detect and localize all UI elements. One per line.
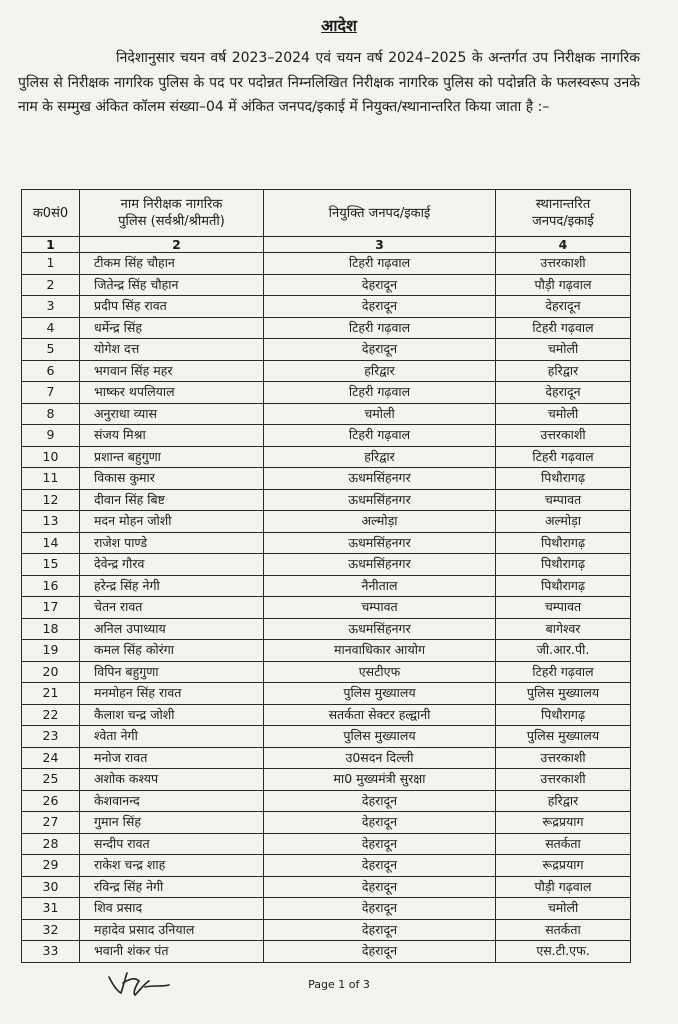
cell-name: भवानी शंकर पंत	[80, 941, 264, 963]
header-name	[80, 190, 264, 237]
cell-posting: टिहरी गढ़वाल	[264, 382, 496, 404]
cell-posting: पुलिस मुख्यालय	[264, 683, 496, 705]
cell-name: रविन्द्र सिंह नेगी	[80, 876, 264, 898]
cell-name: धर्मेन्द्र सिंह	[80, 317, 264, 339]
order-heading-text: आदेश	[321, 16, 357, 35]
cell-name: प्रदीप सिंह रावत	[80, 296, 264, 318]
cell-name: श्वेता नेगी	[80, 726, 264, 748]
cell-sno: 32	[22, 919, 80, 941]
cell-sno: 19	[22, 640, 80, 662]
column-number: 1	[22, 237, 80, 253]
cell-name: मनमोहन सिंह रावत	[80, 683, 264, 705]
cell-transfer: बागेश्वर	[496, 618, 631, 640]
cell-sno: 8	[22, 403, 80, 425]
cell-name: सन्दीप रावत	[80, 833, 264, 855]
cell-name: अशोक कश्यप	[80, 769, 264, 791]
table-row	[22, 618, 631, 640]
cell-sno: 31	[22, 898, 80, 920]
cell-transfer: हरिद्वार	[496, 360, 631, 382]
cell-transfer: चमोली	[496, 898, 631, 920]
cell-posting: मानवाधिकार आयोग	[264, 640, 496, 662]
cell-sno: 4	[22, 317, 80, 339]
cell-name: देवेन्द्र गौरव	[80, 554, 264, 576]
cell-sno: 2	[22, 274, 80, 296]
cell-transfer: चम्पावत	[496, 489, 631, 511]
header-name-line2: पुलिस (सर्वश्री/श्रीमती)	[118, 214, 225, 229]
cell-transfer: पौड़ी गढ़वाल	[496, 876, 631, 898]
cell-posting: देहरादून	[264, 941, 496, 963]
table-row	[22, 726, 631, 748]
cell-sno: 23	[22, 726, 80, 748]
cell-posting: अल्मोड़ा	[264, 511, 496, 533]
cell-name: टीकम सिंह चौहान	[80, 253, 264, 275]
table-row	[22, 833, 631, 855]
cell-posting: ऊधमसिंहनगर	[264, 618, 496, 640]
cell-name: कमल सिंह कोरंगा	[80, 640, 264, 662]
cell-sno: 29	[22, 855, 80, 877]
cell-sno: 1	[22, 253, 80, 275]
cell-sno: 14	[22, 532, 80, 554]
cell-transfer: पिथौरागढ़	[496, 554, 631, 576]
cell-transfer: टिहरी गढ़वाल	[496, 661, 631, 683]
cell-transfer: उत्तरकाशी	[496, 253, 631, 275]
cell-transfer: चमोली	[496, 403, 631, 425]
cell-name: जितेन्द्र सिंह चौहान	[80, 274, 264, 296]
cell-posting: टिहरी गढ़वाल	[264, 425, 496, 447]
cell-sno: 3	[22, 296, 80, 318]
column-number-row	[22, 237, 631, 253]
table-row	[22, 425, 631, 447]
table-row	[22, 253, 631, 275]
cell-posting: देहरादून	[264, 898, 496, 920]
cell-name: केशवानन्द	[80, 790, 264, 812]
cell-transfer: पुलिस मुख्यालय	[496, 683, 631, 705]
table-row	[22, 747, 631, 769]
cell-posting: देहरादून	[264, 876, 496, 898]
table-row	[22, 597, 631, 619]
cell-name: राजेश पाण्डे	[80, 532, 264, 554]
cell-name: कैलाश चन्द्र जोशी	[80, 704, 264, 726]
cell-posting: ऊधमसिंहनगर	[264, 532, 496, 554]
cell-name: विपिन बहुगुणा	[80, 661, 264, 683]
table-row	[22, 855, 631, 877]
table-row	[22, 704, 631, 726]
cell-transfer: देहरादून	[496, 382, 631, 404]
header-transfer	[496, 190, 631, 237]
cell-posting: देहरादून	[264, 919, 496, 941]
table-row	[22, 919, 631, 941]
cell-sno: 11	[22, 468, 80, 490]
cell-posting: देहरादून	[264, 812, 496, 834]
table-row	[22, 382, 631, 404]
cell-sno: 21	[22, 683, 80, 705]
table-row	[22, 683, 631, 705]
cell-name: मनोज रावत	[80, 747, 264, 769]
cell-transfer: चमोली	[496, 339, 631, 361]
cell-sno: 26	[22, 790, 80, 812]
cell-name: अनिल उपाध्याय	[80, 618, 264, 640]
cell-posting: नैनीताल	[264, 575, 496, 597]
cell-posting: उ0सदन दिल्ली	[264, 747, 496, 769]
page-number: Page 1 of 3	[308, 978, 370, 991]
cell-transfer: अल्मोड़ा	[496, 511, 631, 533]
cell-transfer: उत्तरकाशी	[496, 425, 631, 447]
cell-name: विकास कुमार	[80, 468, 264, 490]
order-paragraph	[18, 46, 640, 120]
cell-sno: 16	[22, 575, 80, 597]
cell-transfer: उत्तरकाशी	[496, 769, 631, 791]
table-row	[22, 489, 631, 511]
cell-posting: सतर्कता सेक्टर हल्द्वानी	[264, 704, 496, 726]
cell-name: मदन मोहन जोशी	[80, 511, 264, 533]
header-sno: क0सं0	[22, 190, 80, 237]
cell-transfer: रूद्रप्रयाग	[496, 855, 631, 877]
column-number: 4	[496, 237, 631, 253]
column-number: 3	[264, 237, 496, 253]
cell-name: हरेन्द्र सिंह नेगी	[80, 575, 264, 597]
cell-transfer: पिथौरागढ़	[496, 468, 631, 490]
cell-posting: देहरादून	[264, 296, 496, 318]
cell-posting: पुलिस मुख्यालय	[264, 726, 496, 748]
cell-sno: 27	[22, 812, 80, 834]
cell-name: भगवान सिंह महर	[80, 360, 264, 382]
table-row	[22, 274, 631, 296]
header-name-line1: नाम निरीक्षक नागरिक	[120, 197, 223, 212]
transfer-table	[21, 189, 631, 963]
cell-sno: 9	[22, 425, 80, 447]
cell-transfer: जी.आर.पी.	[496, 640, 631, 662]
column-number: 2	[80, 237, 264, 253]
cell-name: संजय मिश्रा	[80, 425, 264, 447]
cell-name: प्रशान्त बहुगुणा	[80, 446, 264, 468]
cell-posting: देहरादून	[264, 833, 496, 855]
table-row	[22, 360, 631, 382]
cell-posting: चम्पावत	[264, 597, 496, 619]
cell-name: योगेश दत्त	[80, 339, 264, 361]
cell-sno: 18	[22, 618, 80, 640]
table-row	[22, 296, 631, 318]
cell-sno: 28	[22, 833, 80, 855]
cell-transfer: सतर्कता	[496, 833, 631, 855]
cell-posting: मा0 मुख्यमंत्री सुरक्षा	[264, 769, 496, 791]
table-row	[22, 790, 631, 812]
cell-posting: चमोली	[264, 403, 496, 425]
header-posting: नियुक्ति जनपद/इकाई	[264, 190, 496, 237]
table-row	[22, 554, 631, 576]
table-body	[22, 253, 631, 963]
cell-transfer: टिहरी गढ़वाल	[496, 317, 631, 339]
cell-posting: हरिद्वार	[264, 446, 496, 468]
cell-name: भाष्कर थपलियाल	[80, 382, 264, 404]
table-row	[22, 941, 631, 963]
cell-sno: 33	[22, 941, 80, 963]
cell-sno: 7	[22, 382, 80, 404]
cell-sno: 22	[22, 704, 80, 726]
table-row	[22, 403, 631, 425]
cell-posting: एसटीएफ	[264, 661, 496, 683]
cell-name: शिव प्रसाद	[80, 898, 264, 920]
cell-transfer: पिथौरागढ़	[496, 704, 631, 726]
cell-sno: 20	[22, 661, 80, 683]
header-transfer-line2: जनपद/इकाई	[532, 214, 594, 229]
cell-transfer: हरिद्वार	[496, 790, 631, 812]
cell-sno: 13	[22, 511, 80, 533]
cell-posting: ऊधमसिंहनगर	[264, 489, 496, 511]
cell-transfer: पिथौरागढ़	[496, 575, 631, 597]
cell-sno: 5	[22, 339, 80, 361]
cell-transfer: देहरादून	[496, 296, 631, 318]
cell-sno: 6	[22, 360, 80, 382]
table-row	[22, 898, 631, 920]
cell-sno: 17	[22, 597, 80, 619]
cell-name: महादेव प्रसाद उनियाल	[80, 919, 264, 941]
cell-posting: हरिद्वार	[264, 360, 496, 382]
table-row	[22, 317, 631, 339]
cell-posting: देहरादून	[264, 339, 496, 361]
table-row	[22, 769, 631, 791]
cell-transfer: उत्तरकाशी	[496, 747, 631, 769]
cell-transfer: सतर्कता	[496, 919, 631, 941]
cell-posting: देहरादून	[264, 855, 496, 877]
table-row	[22, 661, 631, 683]
table-row	[22, 876, 631, 898]
cell-name: अनुराधा व्यास	[80, 403, 264, 425]
cell-name: राकेश चन्द्र शाह	[80, 855, 264, 877]
order-heading	[0, 14, 678, 36]
cell-transfer: टिहरी गढ़वाल	[496, 446, 631, 468]
cell-sno: 15	[22, 554, 80, 576]
cell-posting: देहरादून	[264, 274, 496, 296]
cell-transfer: पुलिस मुख्यालय	[496, 726, 631, 748]
cell-posting: ऊधमसिंहनगर	[264, 554, 496, 576]
cell-sno: 12	[22, 489, 80, 511]
cell-sno: 30	[22, 876, 80, 898]
cell-posting: ऊधमसिंहनगर	[264, 468, 496, 490]
table-row	[22, 446, 631, 468]
cell-transfer: चम्पावत	[496, 597, 631, 619]
table-row	[22, 511, 631, 533]
table-row	[22, 532, 631, 554]
table-row	[22, 468, 631, 490]
table-row	[22, 640, 631, 662]
cell-sno: 10	[22, 446, 80, 468]
cell-name: गुमान सिंह	[80, 812, 264, 834]
order-paragraph-text: निदेशानुसार चयन वर्ष 2023–2024 एवं चयन वर्ष 2024–2025 के अन्तर्गत उप निरीक्षक नागरिक पुलिस से निरीक्षक नागरिक पुलिस के पद पर पदोन्नत निम्नलिखित निरीक्षक नागरिक पुलिस को पदोन्नति के फलस्वरूप उनके नाम के सम्मुख अंकित कॉलम संख्या–04 में अंकित जनपद/इकाई में नियुक्त/स्थानान्तरित किया जाता है :–	[18, 50, 640, 115]
cell-sno: 25	[22, 769, 80, 791]
table-row	[22, 575, 631, 597]
table-row	[22, 339, 631, 361]
cell-sno: 24	[22, 747, 80, 769]
cell-transfer: पौड़ी गढ़वाल	[496, 274, 631, 296]
cell-posting: देहरादून	[264, 790, 496, 812]
cell-transfer: रूद्रप्रयाग	[496, 812, 631, 834]
table-header-row	[22, 190, 631, 237]
cell-posting: टिहरी गढ़वाल	[264, 317, 496, 339]
cell-name: दीवान सिंह बिष्ट	[80, 489, 264, 511]
cell-transfer: एस.टी.एफ.	[496, 941, 631, 963]
header-transfer-line1: स्थानान्तरित	[535, 197, 591, 212]
cell-posting: टिहरी गढ़वाल	[264, 253, 496, 275]
cell-transfer: पिथौरागढ़	[496, 532, 631, 554]
table-row	[22, 812, 631, 834]
cell-name: चेतन रावत	[80, 597, 264, 619]
